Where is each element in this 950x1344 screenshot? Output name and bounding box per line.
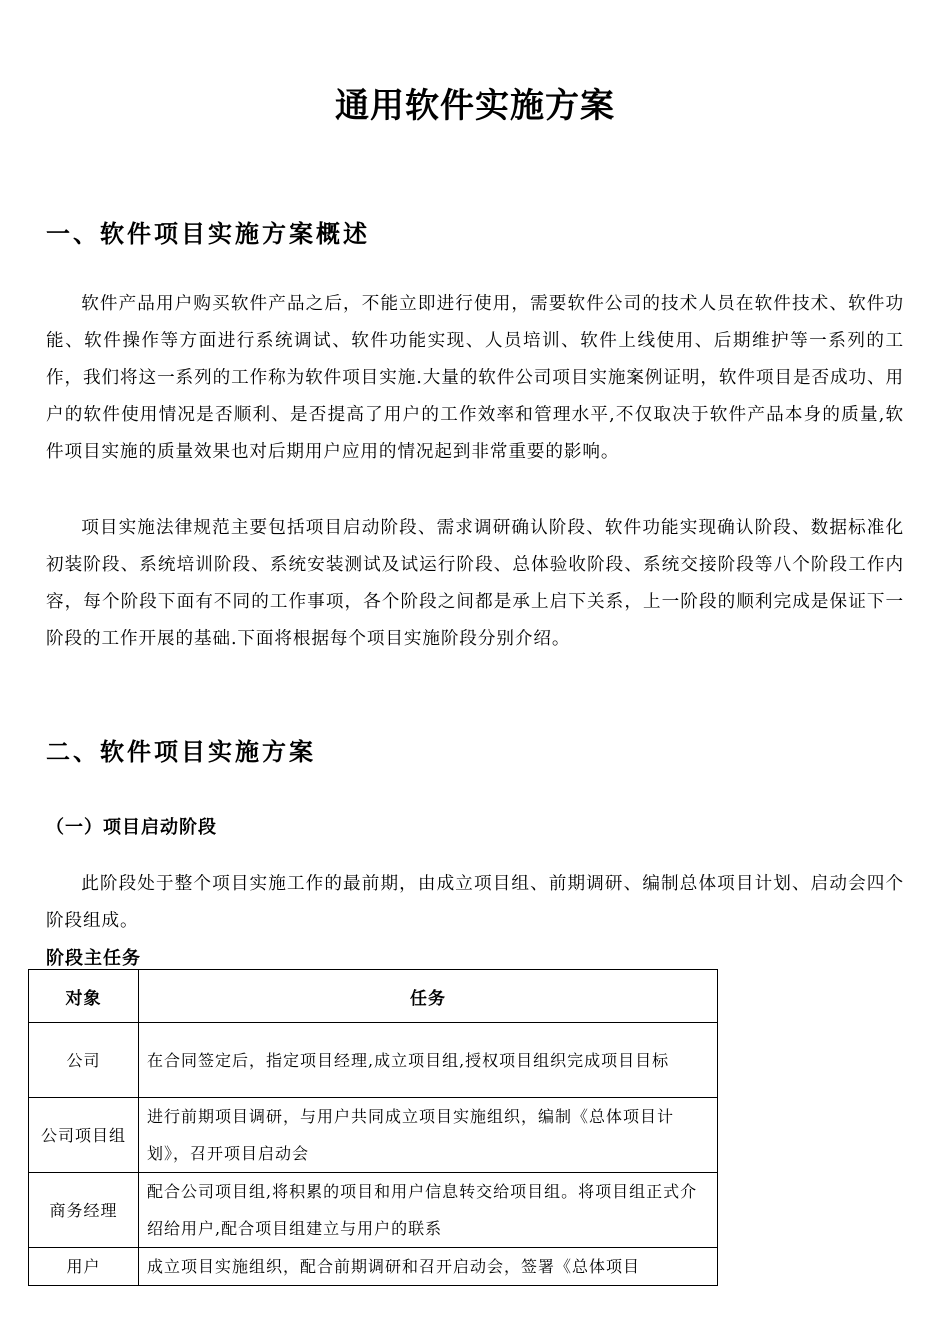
table-cell-object: 商务经理: [29, 1173, 139, 1248]
table-row: [29, 1023, 718, 1098]
table-caption: 阶段主任务: [46, 948, 141, 969]
table-header-row: [29, 970, 718, 1023]
table-row: [29, 1248, 718, 1286]
subsection-1-heading: （一）项目启动阶段: [46, 817, 217, 838]
table-cell-task: 进行前期项目调研，与用户共同成立项目实施组织，编制《总体项目计划》，召开项目启动会: [139, 1098, 718, 1173]
subsection-1-paragraph: 此阶段处于整个项目实施工作的最前期，由成立项目组、前期调研、编制总体项目计划、启动会四个阶段组成。: [46, 874, 904, 931]
document-title: 通用软件实施方案: [335, 86, 615, 126]
stage-task-table: [28, 969, 718, 1286]
table-cell-object: 公司: [29, 1023, 139, 1098]
table-cell-task: 在合同签定后，指定项目经理,成立项目组,授权项目组织完成项目目标: [139, 1023, 718, 1098]
section-2-heading: 二、软件项目实施方案: [46, 737, 316, 766]
table-header-object: 对象: [29, 970, 139, 1023]
table-header-task: 任务: [139, 970, 718, 1023]
table-cell-object: 用户: [29, 1248, 139, 1286]
table-cell-task: 配合公司项目组,将积累的项目和用户信息转交给项目组。将项目组正式介绍给用户,配合项目组建立与用户的联系: [139, 1173, 718, 1248]
table-cell-object: 公司项目组: [29, 1098, 139, 1173]
section-1-paragraph-2: 项目实施法律规范主要包括项目启动阶段、需求调研确认阶段、软件功能实现确认阶段、数据标准化初装阶段、系统培训阶段、系统安装测试及试运行阶段、总体验收阶段、系统交接阶段等八个阶段工作内容，每个阶段下面有不同的工作事项，各个阶段之间都是承上启下关系，上一阶段的顺利完成是保证下一阶段的工作开展的基础.下面将根据每个项目实施阶段分别介绍。: [46, 518, 904, 649]
section-1-paragraph-1: 软件产品用户购买软件产品之后，不能立即进行使用，需要软件公司的技术人员在软件技术、软件功能、软件操作等方面进行系统调试、软件功能实现、人员培训、软件上线使用、后期维护等一系列的工作，我们将这一系列的工作称为软件项目实施.大量的软件公司项目实施案例证明，软件项目是否成功、用户的软件使用情况是否顺利、是否提高了用户的工作效率和管理水平,不仅取决于软件产品本身的质量,软件项目实施的质量效果也对后期用户应用的情况起到非常重要的影响。: [46, 294, 904, 462]
table-row: [29, 1173, 718, 1248]
section-1-heading: 一、软件项目实施方案概述: [46, 219, 370, 248]
table-row: [29, 1098, 718, 1173]
table-cell-task: 成立项目实施组织，配合前期调研和召开启动会，签署《总体项目: [139, 1248, 718, 1286]
